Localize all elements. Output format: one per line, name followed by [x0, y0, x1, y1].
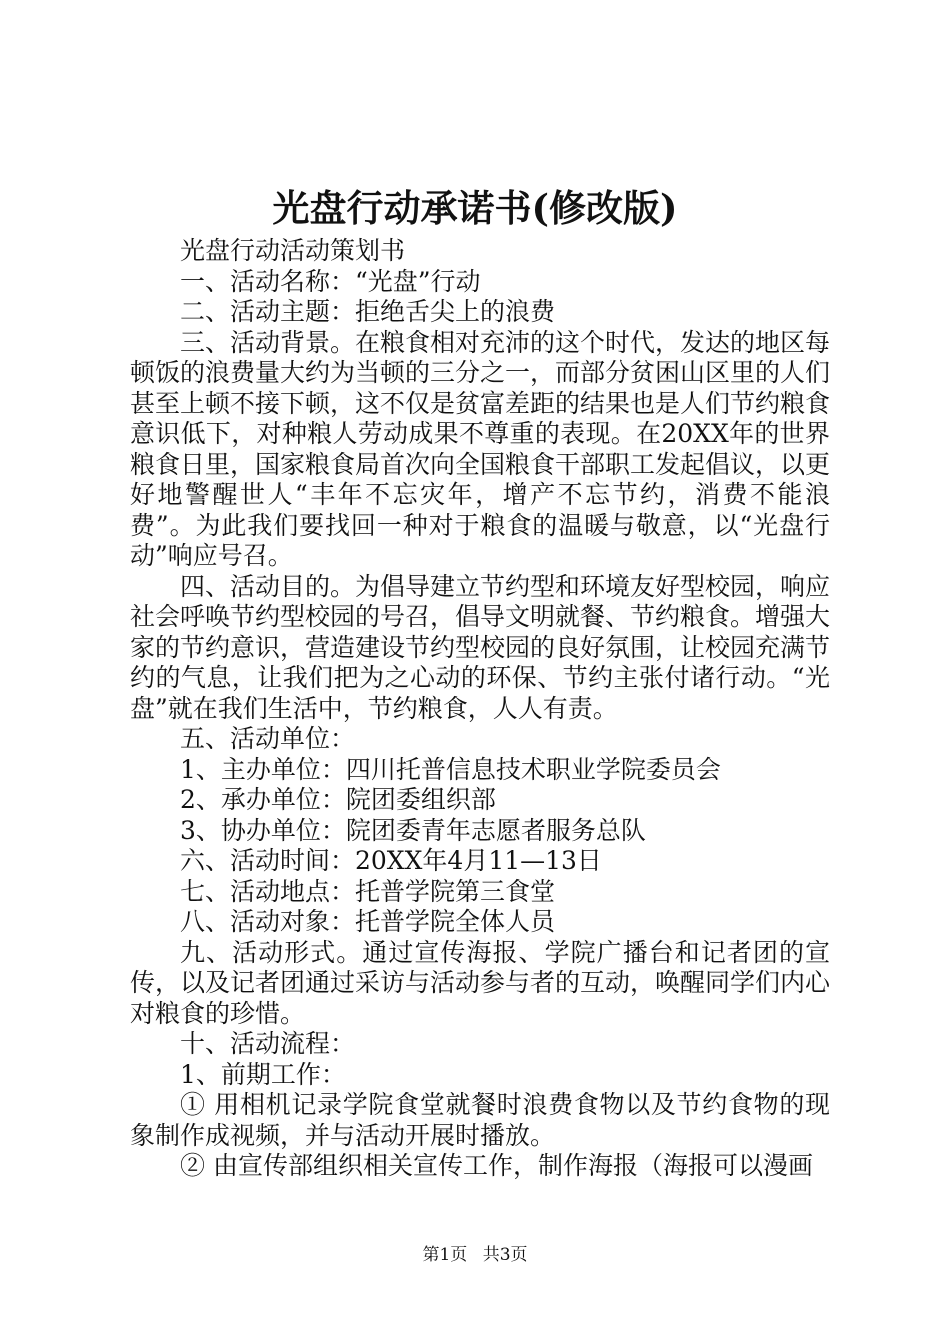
- paragraph-activity-purpose: 四、活动目的。为倡导建立节约型和环境友好型校园，响应社会呼唤节约型校园的号召，倡导文明就餐、节约粮食。增强大家的节约意识，营造建设节约型校园的良好氛围，让校园充满节约的气息，让我们把为之心动的环保、节约主张付诸行动。“光盘”就在我们生活中，节约粮食，人人有责。: [130, 571, 831, 723]
- paragraph-activity-theme: 二、活动主题：拒绝舌尖上的浪费: [180, 297, 556, 326]
- document-title: 光盘行动承诺书(修改版): [272, 186, 678, 230]
- paragraph-subtitle: 光盘行动活动策划书: [180, 236, 406, 265]
- paragraph-activity-format: 九、活动形式。通过宣传海报、学院广播台和记者团的宣传，以及记者团通过采访与活动参与者的互动，唤醒同学们内心对粮食的珍惜。: [130, 937, 831, 1028]
- paragraph-activity-name: 一、活动名称：“光盘”行动: [180, 266, 481, 296]
- paragraph-activity-time: 六、活动时间：20XX年4月11—13日: [180, 846, 602, 875]
- page-total: 共3页: [482, 1245, 528, 1265]
- page-number: 第1页: [422, 1245, 468, 1265]
- paragraph-co-organizer-unit: 3、协办单位：院团委青年志愿者服务总队: [180, 815, 646, 845]
- paragraph-organizer-unit: 2、承办单位：院团委组织部: [180, 785, 496, 814]
- paragraph-activity-audience: 八、活动对象：托普学院全体人员: [180, 907, 556, 936]
- paragraph-host-unit: 1、主办单位：四川托普信息技术职业学院委员会: [180, 754, 721, 784]
- paragraph-step-1: ① 用相机记录学院食堂就餐时浪费食物以及节约食物的现象制作成视频，并与活动开展时播放。: [130, 1090, 830, 1150]
- paragraph-activity-location: 七、活动地点：托普学院第三食堂: [180, 876, 556, 906]
- document-body: [130, 236, 830, 1182]
- paragraph-activity-background: 三、活动背景。在粮食相对充沛的这个时代，发达的地区每顿饭的浪费量大约为当顿的三分之一，而部分贫困山区里的人们甚至上顿不接下顿，这不仅是贫富差距的结果也是人们节约粮食意识低下，对种粮人劳动成果不尊重的表现。在20XX年的世界粮食日里，国家粮食局首次向全国粮食干部职工发起倡议，以更好地警醒世人“丰年不忘灾年，增产不忘节约，消费不能浪费”。为此我们要找回一种对于粮食的温暖与敬意，以“光盘行动”响应号召。: [130, 327, 831, 570]
- paragraph-activity-process: 十、活动流程：: [180, 1029, 356, 1058]
- paragraph-step-2: ② 由宣传部组织相关宣传工作，制作海报（海报可以漫画: [180, 1151, 813, 1180]
- page-footer: [0, 1243, 950, 1267]
- paragraph-preliminary-work: 1、前期工作：: [180, 1059, 346, 1089]
- paragraph-activity-units: 五、活动单位：: [180, 724, 356, 753]
